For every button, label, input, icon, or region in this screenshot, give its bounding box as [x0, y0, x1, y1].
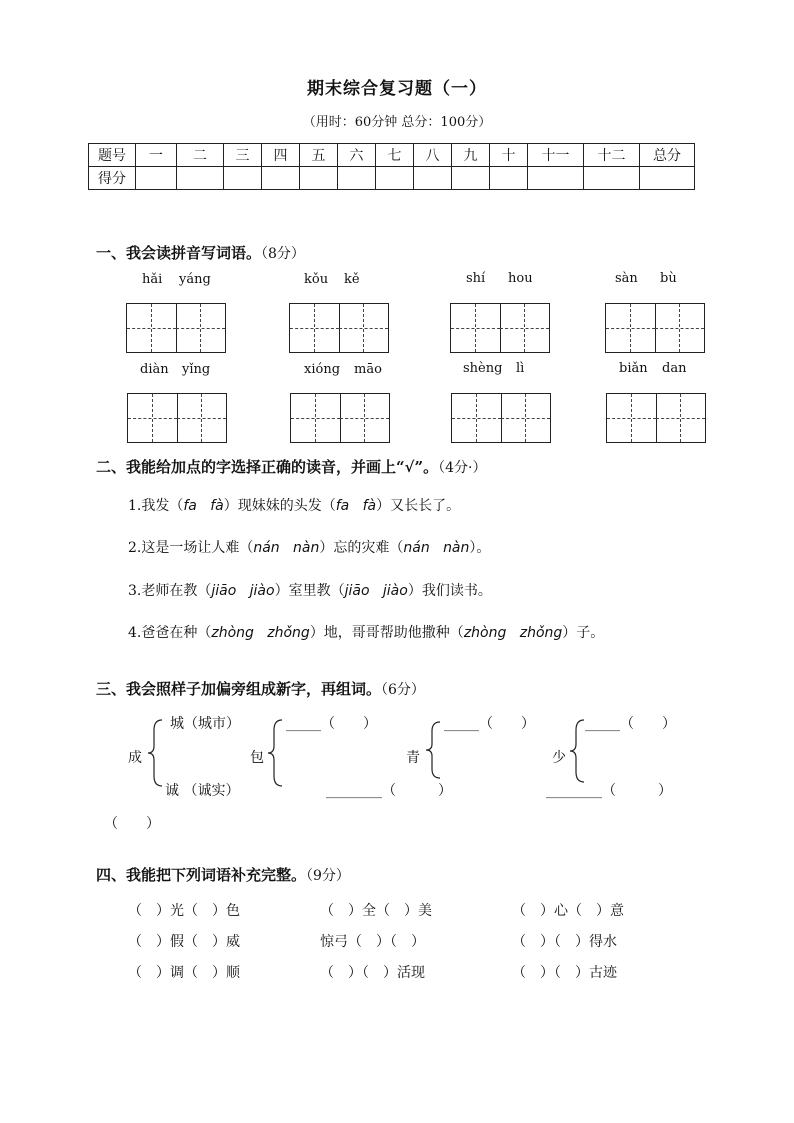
score-table	[88, 143, 695, 190]
score-header-cell: 四	[262, 144, 300, 167]
q-text: 2.这是一场让人难（	[128, 540, 254, 556]
pinyin-option[interactable]: zhǒng	[519, 625, 563, 641]
grid-cell[interactable]	[176, 304, 225, 352]
left-brace-icon	[146, 718, 166, 788]
pinyin-option[interactable]: fa	[335, 498, 350, 514]
score-header-cell: 总分	[640, 144, 695, 167]
pinyin: māo	[354, 362, 382, 377]
pinyin-option[interactable]: jiāo	[211, 583, 237, 599]
score-header-cell: 十	[490, 144, 528, 167]
score-cell[interactable]	[640, 167, 695, 190]
q-text: 4.爸爸在种（	[128, 625, 212, 641]
question-2-3	[128, 580, 492, 600]
score-cell[interactable]	[262, 167, 300, 190]
score-cell[interactable]	[300, 167, 338, 190]
grid-cell[interactable]	[177, 394, 226, 442]
score-header-cell: 九	[452, 144, 490, 167]
section4-points: （9分）	[306, 868, 350, 884]
section3-heading	[96, 678, 425, 699]
answer-blank[interactable]: _____（ ）	[585, 716, 676, 732]
pinyin: shí	[466, 271, 486, 286]
grid-cell[interactable]	[655, 304, 704, 352]
score-header-cell: 十一	[528, 144, 584, 167]
answer-blank-tail[interactable]: （ ）	[104, 816, 160, 832]
page-subtitle: （用时：60分钟 总分：100分）	[302, 115, 492, 130]
grid-cell[interactable]	[500, 304, 549, 352]
pinyin: kě	[344, 272, 360, 287]
grid-cell[interactable]	[127, 304, 177, 352]
idiom-item[interactable]: （ ）（ ）活现	[320, 965, 425, 981]
score-cell[interactable]	[490, 167, 528, 190]
grid-cell[interactable]	[452, 394, 502, 442]
q-text: ）现妹妹的头发（	[223, 498, 336, 514]
pinyin: yáng	[179, 272, 211, 287]
score-header-cell: 七	[376, 144, 414, 167]
grid-cell[interactable]	[501, 394, 550, 442]
section1-heading	[96, 242, 305, 263]
writing-grid[interactable]	[450, 303, 550, 353]
left-brace-icon	[266, 718, 286, 788]
idiom-item[interactable]: （ ）假（ ）威	[128, 934, 240, 950]
score-cell[interactable]	[224, 167, 262, 190]
writing-grid[interactable]	[289, 303, 389, 353]
writing-grid[interactable]	[290, 393, 390, 443]
pinyin-option[interactable]: fà	[210, 498, 224, 514]
score-header-cell: 五	[300, 144, 338, 167]
page-title: 期末综合复习题（一）	[307, 79, 487, 99]
q-text: ）又长长了。	[376, 498, 461, 514]
grid-cell[interactable]	[607, 394, 657, 442]
idiom-item[interactable]: （ ）光（ ）色	[128, 903, 240, 919]
score-table-header-row	[89, 144, 695, 167]
q-text: ）。	[469, 540, 491, 556]
q-text: ）室里教（	[274, 583, 345, 599]
grid-cell[interactable]	[291, 394, 341, 442]
idiom-item[interactable]: （ ）（ ）古迹	[512, 965, 617, 981]
grid-cell[interactable]	[606, 304, 656, 352]
grid-cell[interactable]	[290, 304, 340, 352]
idiom-item[interactable]: （ ）心（ ）意	[512, 903, 624, 919]
pinyin: shèng	[463, 361, 503, 376]
q-text: 1.我发（	[128, 498, 184, 514]
section4-heading	[96, 864, 350, 885]
pinyin-option[interactable]: fà	[362, 498, 377, 514]
score-cell[interactable]	[584, 167, 640, 190]
task-char-bao: 包	[250, 750, 264, 766]
section3-heading-text: 三、我会照样子加偏旁组成新字，再组词。	[96, 680, 382, 698]
task-char-shao: 少	[552, 750, 566, 766]
task-char-qing: 青	[406, 750, 420, 766]
score-cell[interactable]	[528, 167, 584, 190]
score-table-score-row	[89, 167, 695, 190]
pinyin-option[interactable]: nàn	[443, 540, 470, 556]
score-header-cell: 八	[414, 144, 452, 167]
grid-cell[interactable]	[339, 304, 388, 352]
answer-blank[interactable]: ________（ ）	[546, 783, 672, 799]
pinyin: bù	[660, 271, 677, 286]
score-header-cell: 六	[338, 144, 376, 167]
writing-grid[interactable]	[605, 303, 705, 353]
section2-heading	[96, 456, 486, 477]
score-header-cell: 十二	[584, 144, 640, 167]
pinyin-option[interactable]: nàn	[293, 540, 320, 556]
q-text: ）子。	[562, 625, 605, 641]
question-2-2	[128, 537, 490, 557]
score-row-label: 得分	[89, 167, 136, 190]
left-brace-icon	[424, 720, 444, 780]
q-text: 3.老师在教（	[128, 583, 212, 599]
writing-grid[interactable]	[451, 393, 551, 443]
writing-grid[interactable]	[126, 303, 226, 353]
pinyin: lì	[516, 361, 525, 376]
pinyin-option[interactable]: jiào	[249, 583, 275, 599]
answer-blank[interactable]: _____（ ）	[286, 716, 377, 732]
answer-blank[interactable]: _____（ ）	[444, 716, 535, 732]
section3-points: （6分）	[381, 682, 425, 698]
score-cell[interactable]	[414, 167, 452, 190]
q-text: ）地，哥哥帮助他撒种（	[309, 625, 464, 641]
pinyin-option[interactable]: fa	[183, 498, 197, 514]
score-header-cell: 二	[177, 144, 224, 167]
section1-points: （8分）	[261, 246, 305, 262]
score-cell[interactable]	[177, 167, 224, 190]
q-text: ）忘的灾难（	[319, 540, 404, 556]
writing-grid[interactable]	[606, 393, 706, 443]
pinyin: biǎn	[619, 361, 648, 376]
idiom-item[interactable]: （ ）全（ ）美	[320, 903, 432, 919]
grid-cell[interactable]	[340, 394, 389, 442]
score-cell[interactable]	[376, 167, 414, 190]
writing-grid[interactable]	[127, 393, 227, 443]
pinyin-option[interactable]: jiào	[382, 583, 408, 599]
section4-heading-text: 四、我能把下列词语补充完整。	[96, 866, 307, 884]
section1-heading-text: 一、我会读拼音写词语。	[96, 244, 262, 262]
q-text: ）我们读书。	[407, 583, 492, 599]
section2-heading-text: 二、我能给加点的字选择正确的读音，并画上“√”。	[96, 458, 439, 476]
pinyin-option[interactable]: zhòng	[463, 625, 507, 641]
grid-cell[interactable]	[656, 394, 705, 442]
score-header-cell: 三	[224, 144, 262, 167]
pinyin: kǒu	[304, 272, 329, 287]
answer-blank[interactable]: ________（ ）	[326, 783, 452, 799]
score-cell[interactable]	[136, 167, 177, 190]
grid-cell[interactable]	[451, 304, 501, 352]
pinyin: hou	[508, 271, 533, 286]
pinyin: yǐng	[182, 362, 211, 377]
idiom-item[interactable]: （ ）调（ ）顺	[128, 965, 240, 981]
idiom-item[interactable]: （ ）（ ）得水	[512, 934, 617, 950]
example-1: 城（城市）	[170, 716, 240, 732]
question-2-4	[128, 622, 604, 642]
pinyin: xióng	[304, 362, 341, 377]
pinyin: sàn	[615, 271, 638, 286]
grid-cell[interactable]	[128, 394, 178, 442]
idiom-item[interactable]: 惊弓（ ）（ ）	[320, 934, 425, 950]
pinyin-option[interactable]: zhòng	[211, 625, 254, 641]
pinyin-option[interactable]: zhǒng	[267, 625, 310, 641]
score-header-cell: 题号	[89, 144, 136, 167]
example-root-char: 成	[128, 750, 142, 766]
example-2: 诚 （诚实）	[165, 783, 240, 799]
pinyin: diàn	[140, 362, 169, 377]
score-cell[interactable]	[338, 167, 376, 190]
section2-points: （4分·）	[438, 460, 487, 476]
score-cell[interactable]	[452, 167, 490, 190]
pinyin: hǎi	[142, 272, 163, 287]
score-header-cell: 一	[136, 144, 177, 167]
pinyin-option[interactable]: nán	[403, 540, 430, 556]
pinyin-option[interactable]: nán	[253, 540, 280, 556]
pinyin-option[interactable]: jiāo	[344, 583, 370, 599]
pinyin: dan	[662, 361, 687, 376]
question-2-1	[128, 495, 460, 515]
